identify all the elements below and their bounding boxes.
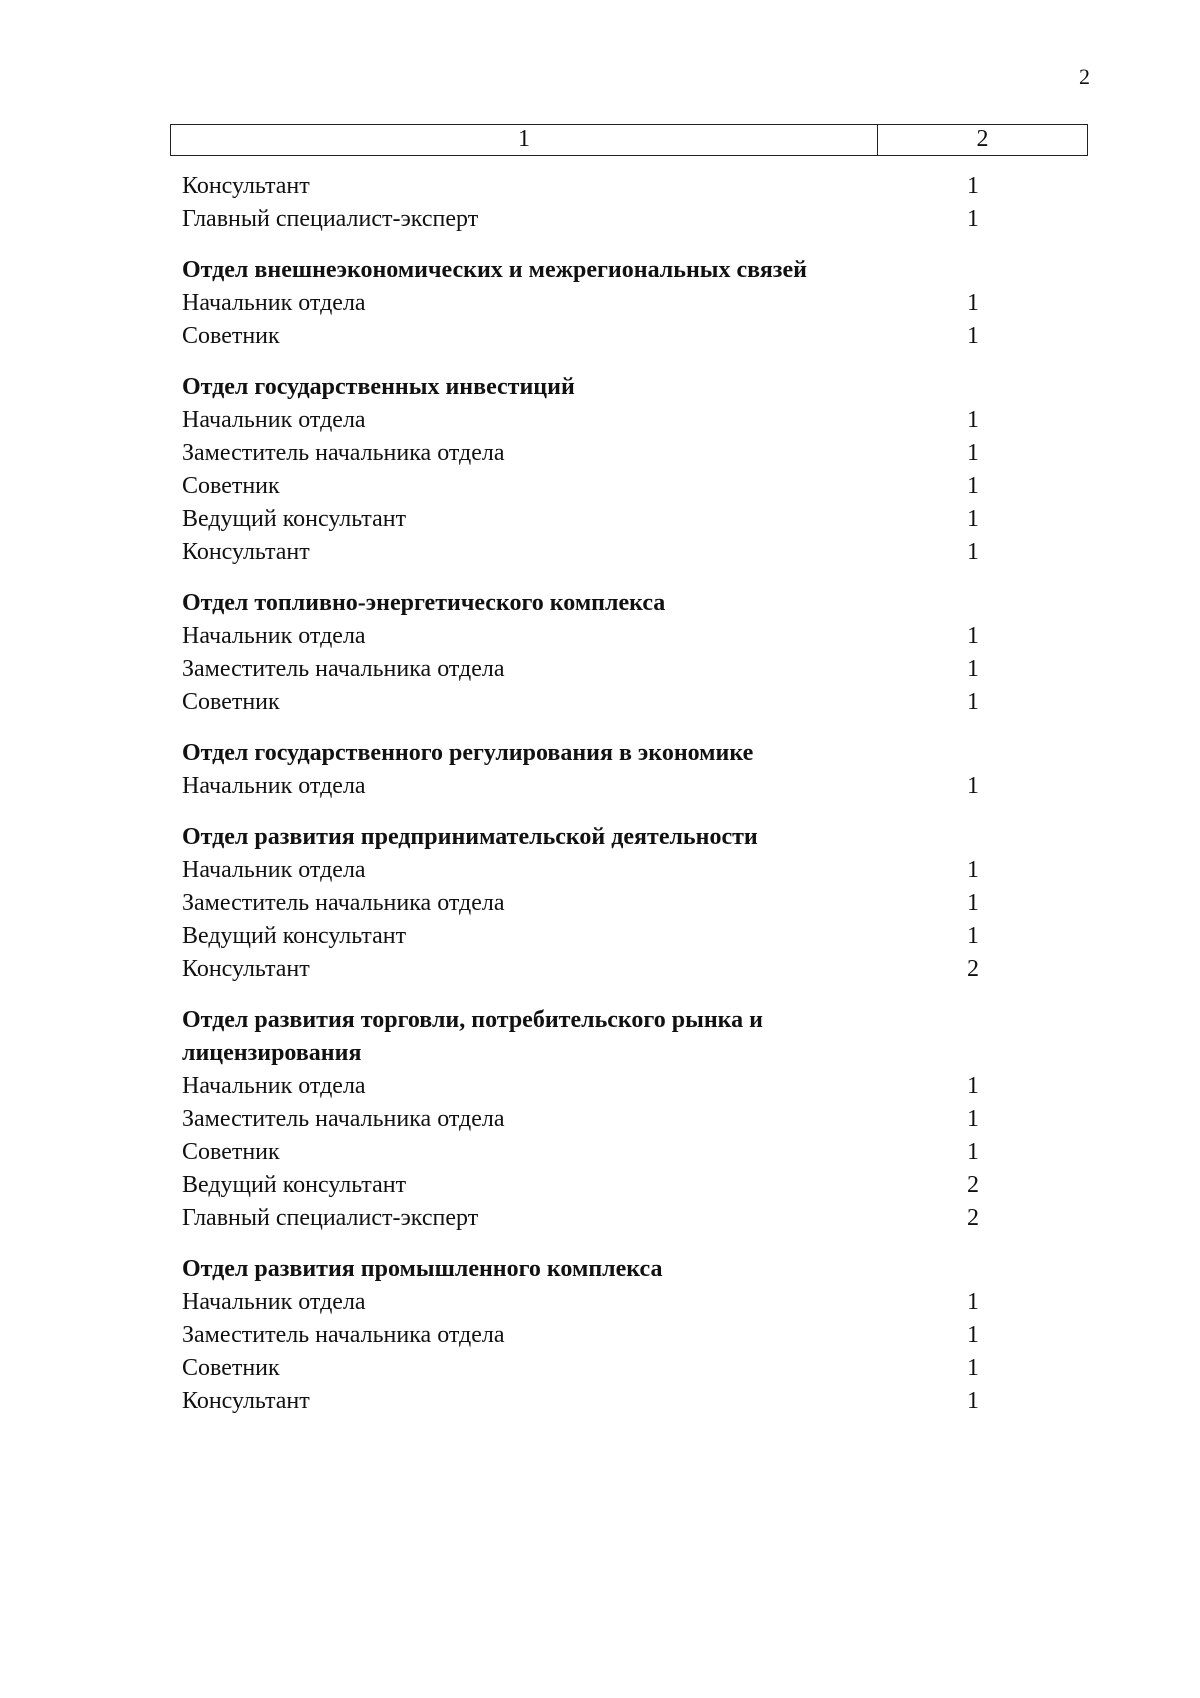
position-count: 1 [967,689,979,715]
staff-row [182,503,1022,536]
position-title: Начальник отдела [182,1289,366,1315]
department-section [182,254,1022,353]
staff-row [182,920,1022,953]
position-title: Заместитель начальника отдела [182,1106,505,1132]
position-count: 1 [967,1139,979,1165]
position-count: 1 [967,1106,979,1132]
position-count: 1 [967,1322,979,1348]
position-title: Советник [182,473,280,499]
position-count: 1 [967,923,979,949]
staff-row [182,1319,1022,1352]
position-count: 2 [967,956,979,982]
staff-row [182,170,1022,203]
position-title: Ведущий консультант [182,1172,407,1198]
staff-row [182,203,1022,236]
position-title: Начальник отдела [182,407,366,433]
staff-row [182,653,1022,686]
position-count: 1 [967,656,979,682]
position-title: Начальник отдела [182,1073,366,1099]
table-header [170,124,1088,156]
staff-row [182,437,1022,470]
position-title: Заместитель начальника отдела [182,890,505,916]
position-count: 1 [967,173,979,199]
position-count: 1 [967,473,979,499]
staff-row [182,854,1022,887]
staff-row [182,1103,1022,1136]
position-title: Главный специалист-эксперт [182,206,479,232]
position-count: 2 [967,1172,979,1198]
staff-row [182,536,1022,569]
staff-row [182,470,1022,503]
staff-row [182,686,1022,719]
department-heading: Отдел развития промышленного комплекса [182,1256,663,1282]
department-heading: Отдел государственного регулирования в экономике [182,740,754,766]
staff-row [182,770,1022,803]
department-heading: Отдел развития торговли, потребительского рынка и лицензирования [182,1007,763,1066]
position-count: 1 [967,440,979,466]
staff-row [182,953,1022,986]
position-count: 1 [967,1355,979,1381]
position-title: Заместитель начальника отдела [182,440,505,466]
position-count: 1 [967,506,979,532]
position-title: Начальник отдела [182,857,366,883]
intro-section [182,170,1022,236]
position-count: 1 [967,290,979,316]
position-count: 1 [967,1388,979,1414]
position-title: Консультант [182,173,310,199]
header-column-2: 2 [976,126,989,152]
position-title: Советник [182,689,280,715]
position-title: Консультант [182,956,310,982]
staff-row [182,320,1022,353]
staff-row [182,1286,1022,1319]
position-title: Консультант [182,1388,310,1414]
department-section [182,371,1022,569]
position-title: Советник [182,323,280,349]
position-title: Ведущий консультант [182,506,407,532]
department-heading: Отдел развития предпринимательской деятельности [182,824,758,850]
staff-row [182,1352,1022,1385]
position-count: 1 [967,623,979,649]
staff-row [182,1202,1022,1235]
staff-row [182,887,1022,920]
department-section [182,1253,1022,1418]
position-count: 2 [967,1205,979,1231]
position-title: Начальник отдела [182,290,366,316]
department-heading: Отдел государственных инвестиций [182,374,575,400]
staff-row [182,1136,1022,1169]
position-count: 1 [967,206,979,232]
position-count: 1 [967,890,979,916]
department-section [182,821,1022,986]
department-heading: Отдел внешнеэкономических и межрегиональных связей [182,257,807,283]
staff-row [182,1070,1022,1103]
position-count: 1 [967,857,979,883]
position-count: 1 [967,773,979,799]
position-count: 1 [967,323,979,349]
department-heading: Отдел топливно-энергетического комплекса [182,590,666,616]
position-count: 1 [967,539,979,565]
position-title: Консультант [182,539,310,565]
staff-list [182,170,1022,1418]
position-title: Начальник отдела [182,623,366,649]
header-column-1: 1 [171,125,878,155]
staff-row [182,620,1022,653]
department-section [182,587,1022,719]
position-title: Главный специалист-эксперт [182,1205,479,1231]
position-count: 1 [967,1073,979,1099]
position-title: Советник [182,1139,280,1165]
position-title: Ведущий консультант [182,923,407,949]
position-title: Заместитель начальника отдела [182,656,505,682]
staff-row [182,1385,1022,1418]
staff-row [182,1169,1022,1202]
position-title: Начальник отдела [182,773,366,799]
department-section [182,737,1022,803]
position-count: 1 [967,407,979,433]
position-count: 1 [967,1289,979,1315]
position-title: Советник [182,1355,280,1381]
position-title: Заместитель начальника отдела [182,1322,505,1348]
page-number: 2 [1079,64,1090,89]
staff-row [182,404,1022,437]
staff-row [182,287,1022,320]
department-section [182,1004,1022,1235]
